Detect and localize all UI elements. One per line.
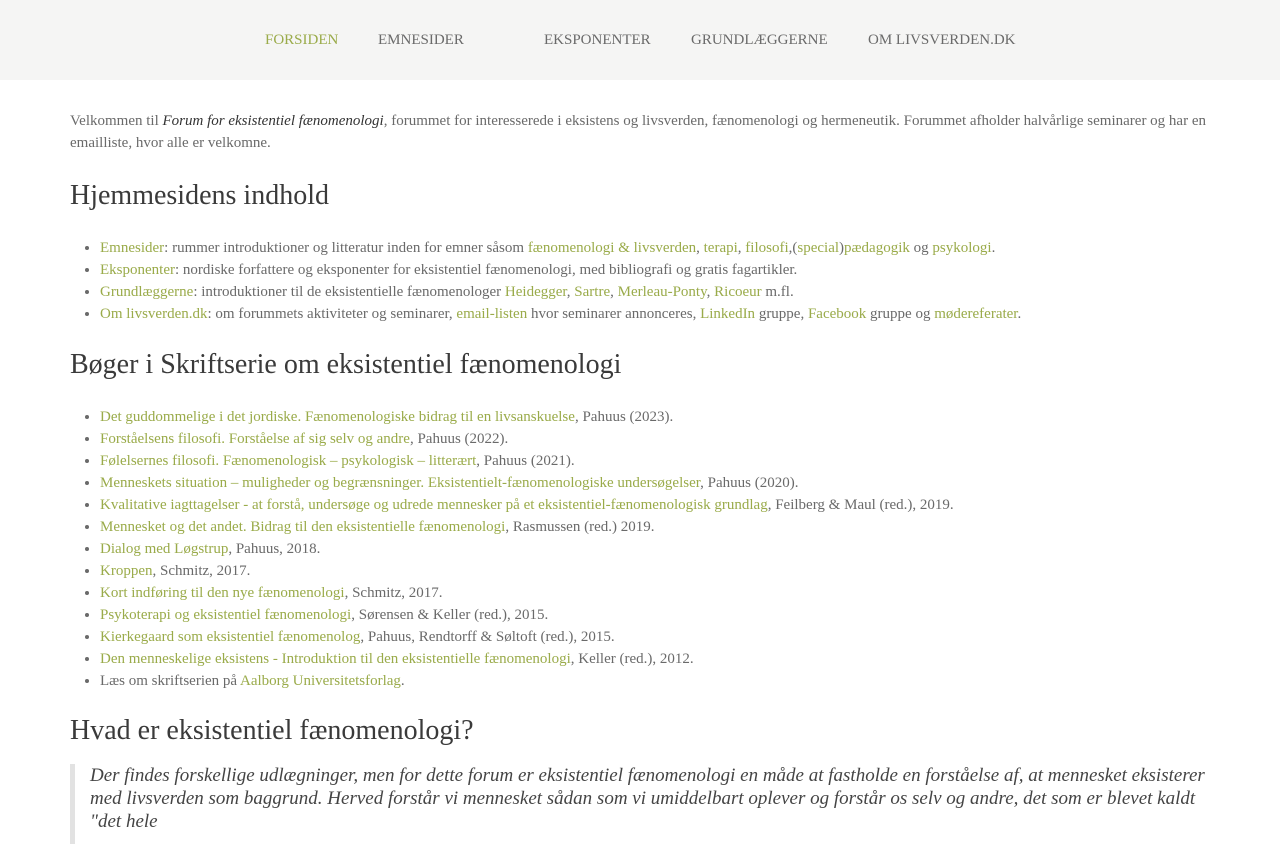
forum-name: Forum for eksistentiel fænomenologi <box>162 113 384 129</box>
book-link[interactable]: Følelsernes filosofi. Fænomenologisk – psykologisk – litterært <box>100 453 477 469</box>
link-psykologi[interactable]: psykologi <box>932 240 992 256</box>
nav-eksponenter[interactable]: EKSPONENTER <box>544 32 651 48</box>
link-linkedin[interactable]: LinkedIn <box>700 306 756 322</box>
link-grundlaeggerne[interactable]: Grundlæggerne <box>100 284 194 300</box>
link-paedagogik[interactable]: pædagogik <box>844 240 910 256</box>
quote-line-1: Der findes forskellige udlægninger, men for dette forum er eksistentiel fænomenologi en måde at fastholde en forståelse af, at mennesket eksisterer <box>90 765 1205 786</box>
link-sartre[interactable]: Sartre <box>574 284 611 300</box>
link-facebook[interactable]: Facebook <box>807 306 867 322</box>
intro-paragraph <box>70 110 1210 154</box>
list-item-emnesider: • Emnesider: rummer introduktioner og litteratur inden for emner såsom fænomenologi & livsverden, terapi, filosofi,(special)pædagogik og psykologi. <box>100 237 1210 259</box>
list-item-grundlaeggerne: • Grundlæggerne: introduktioner til de eksistentielle fænomenologer Heidegger, Sartre, Merleau-Ponty, Ricoeur m.fl. <box>100 281 1210 303</box>
book-item: • Den menneskelige eksistens - Introduktion til den eksistentielle fænomenologi, Keller (red.), 2012. <box>100 648 1210 670</box>
book-link[interactable]: Det guddommelige i det jordiske. Fænomenologiske bidrag til en livsanskuelse <box>100 409 575 425</box>
book-link[interactable]: Kierkegaard som eksistentiel fænomenolog <box>100 629 361 645</box>
link-moedereferater[interactable]: mødereferater <box>934 306 1018 322</box>
link-aalborg-universitetsforlag[interactable]: Aalborg Universitetsforlag <box>239 673 401 689</box>
book-item: • Psykoterapi og eksistentiel fænomenologi, Sørensen & Keller (red.), 2015. <box>100 604 1210 626</box>
intro-text-pre: Velkommen til <box>70 113 163 129</box>
link-faenomenologi-livsverden[interactable]: fænomenologi & livsverden <box>527 240 697 256</box>
book-item: • Menneskets situation – muligheder og begrænsninger. Eksistentielt-fænomenologiske undersøgelser, Pahuus (2020). <box>100 472 1210 494</box>
link-ricoeur[interactable]: Ricoeur <box>714 284 762 300</box>
book-link[interactable]: Mennesket og det andet. Bidrag til den eksistentielle fænomenologi <box>100 519 506 535</box>
link-filosofi[interactable]: filosofi <box>745 240 789 256</box>
book-item: • Mennesket og det andet. Bidrag til den eksistentielle fænomenologi, Rasmussen (red.) 2019. <box>100 516 1210 538</box>
link-emnesider[interactable]: Emnesider <box>100 240 165 256</box>
list-item-eksponenter: • Eksponenter: nordiske forfattere og eksponenter for eksistentiel fænomenologi, med bibliografi og gratis fagartikler. <box>100 259 1210 281</box>
quote-line-2: med livsverden som baggrund. Herved forstår vi mennesket sådan som vi umiddelbart oplever og forstår os selv og andre, det som er blevet kaldt "det hele <box>90 788 1196 832</box>
book-link[interactable]: Den menneskelige eksistens - Introduktion til den eksistentielle fænomenologi <box>100 651 571 667</box>
book-item: • Kroppen, Schmitz, 2017. <box>100 560 1210 582</box>
book-link[interactable]: Kort indføring til den nye fænomenologi <box>100 585 345 601</box>
book-item: • Forståelsens filosofi. Forståelse af sig selv og andre, Pahuus (2022). <box>100 428 1210 450</box>
nav-om-livsverden[interactable]: OM LIVSVERDEN.DK <box>868 32 1016 48</box>
nav-emnesider[interactable]: EMNESIDER <box>378 32 464 48</box>
heading-indhold: Hjemmesidens indhold <box>70 180 329 211</box>
book-link[interactable]: Psykoterapi og eksistentiel fænomenologi <box>100 607 352 623</box>
book-item: • Det guddommelige i det jordiske. Fænomenologiske bidrag til en livsanskuelse, Pahuus (2023). <box>100 406 1210 428</box>
book-item: • Kort indføring til den nye fænomenologi, Schmitz, 2017. <box>100 582 1210 604</box>
book-link[interactable]: Menneskets situation – muligheder og begrænsninger. Eksistentielt-fænomenologiske undersøgelser <box>100 475 701 491</box>
intro-text-post: , forummet for interesserede i eksistens og livsverden, fænomenologi og hermeneutik. Forummet afholder halvårlige seminarer og har en emailliste, hvor alle er velkomne. <box>70 113 1206 151</box>
main-content <box>70 80 1210 844</box>
book-item: • Kvalitative iagttagelser - at forstå, undersøge og udrede mennesker på et eksistentiel-fænomenologisk grundlag, Feilberg & Maul (red.), 2019. <box>100 494 1210 516</box>
link-heidegger[interactable]: Heidegger <box>504 284 567 300</box>
book-item: • Følelsernes filosofi. Fænomenologisk – psykologisk – litterært, Pahuus (2021). <box>100 450 1210 472</box>
book-item: • Dialog med Løgstrup, Pahuus, 2018. <box>100 538 1210 560</box>
book-link[interactable]: Kroppen <box>100 563 153 579</box>
heading-boger: Bøger i Skriftserie om eksistentiel fænomenologi <box>70 349 622 380</box>
book-link[interactable]: Dialog med Løgstrup <box>100 541 229 557</box>
boger-list <box>70 406 1210 692</box>
link-om-livsverden[interactable]: Om livsverden.dk <box>100 306 208 322</box>
top-navigation <box>0 0 1280 80</box>
list-item-skriftserie: • Læs om skriftserien på Aalborg Universitetsforlag. <box>100 670 1210 692</box>
heading-hvad-er: Hvad er eksistentiel fænomenologi? <box>70 715 474 746</box>
definition-quote <box>70 764 1210 844</box>
book-item: • Kierkegaard som eksistentiel fænomenolog, Pahuus, Rendtorff & Søltoft (red.), 2015. <box>100 626 1210 648</box>
link-eksponenter[interactable]: Eksponenter <box>100 262 175 278</box>
link-special[interactable]: special <box>797 240 840 256</box>
book-link[interactable]: Kvalitative iagttagelser - at forstå, undersøge og udrede mennesker på et eksistentiel-fænomenologisk grundlag <box>100 497 768 513</box>
book-link[interactable]: Forståelsens filosofi. Forståelse af sig selv og andre <box>100 431 410 447</box>
nav-forsiden[interactable]: FORSIDEN <box>265 32 339 48</box>
link-terapi[interactable]: terapi <box>703 240 738 256</box>
list-item-om: • Om livsverden.dk: om forummets aktiviteter og seminarer, email-listen hvor seminarer annonceres, LinkedIn gruppe, Facebook gruppe og mødereferater. <box>100 303 1210 325</box>
nav-grundlaeggerne[interactable]: GRUNDLÆGGERNE <box>691 32 828 48</box>
link-email-listen[interactable]: email-listen <box>456 306 528 322</box>
indhold-list <box>70 237 1210 325</box>
link-merleau-ponty[interactable]: Merleau-Ponty <box>617 284 707 300</box>
